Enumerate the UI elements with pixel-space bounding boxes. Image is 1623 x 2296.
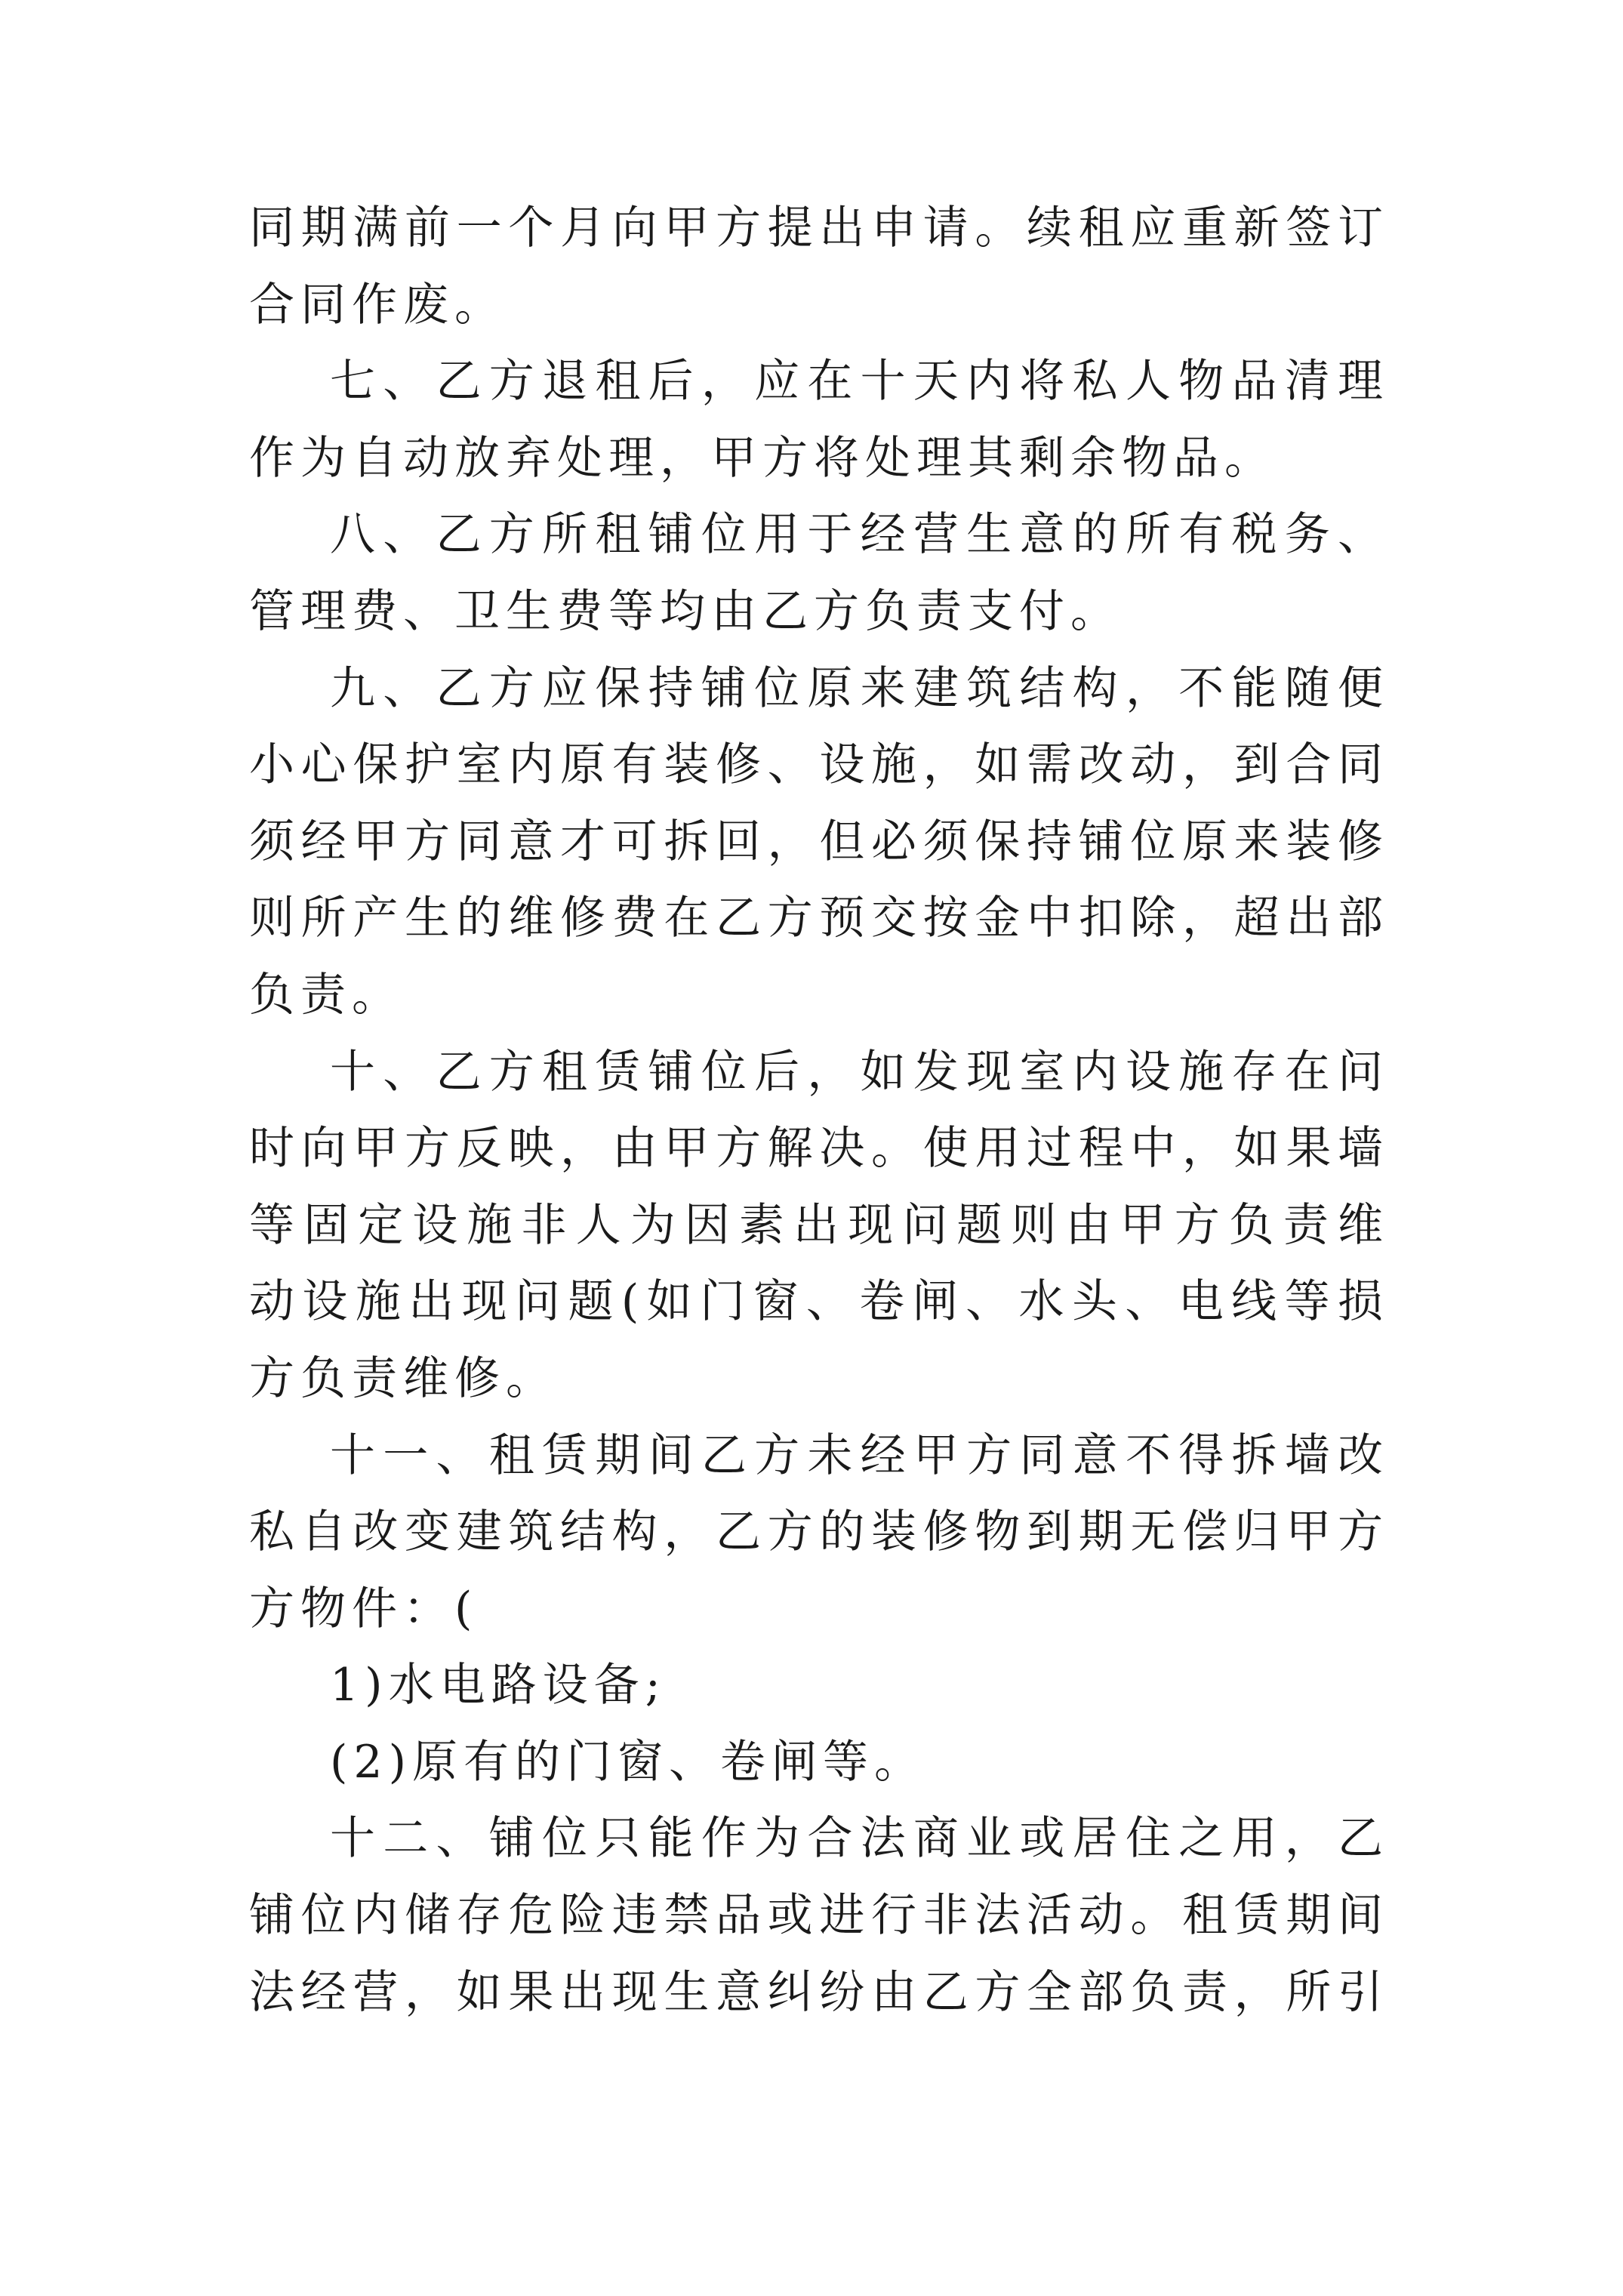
text-line: 则所产生的维修费在乙方预交按金中扣除，超出部 [249, 892, 1389, 945]
text-line: 动设施出现问题(如门窗、卷闸、水头、电线等损 [249, 1275, 1389, 1329]
text-line: 负责。 [249, 968, 403, 1022]
text-line: 九、乙方应保持铺位原来建筑结构，不能随便 [330, 661, 1389, 715]
text-line: 十、乙方租赁铺位后，如发现室内设施存在问 [330, 1045, 1389, 1099]
text-line: 法经营，如果出现生意纠纷由乙方全部负责，所引 [249, 1965, 1389, 2019]
text-line: 七、乙方退租后，应在十天内将私人物品清理 [330, 355, 1389, 408]
text-line: 铺位内储存危险违禁品或进行非法活动。租赁期间 [249, 1889, 1389, 1943]
text-line: 私自改变建筑结构，乙方的装修物到期无偿归甲方 [249, 1505, 1389, 1559]
text-line: 小心保护室内原有装修、设施，如需改动，到合同 [249, 738, 1389, 792]
text-line: 同期满前一个月向甲方提出申请。续租应重新签订 [249, 202, 1389, 254]
text-line: 管理费、卫生费等均由乙方负责支付。 [249, 584, 1122, 638]
text-line: 方物件：( [249, 1582, 479, 1635]
text-line: 等固定设施非人为因素出现问题则由甲方负责维 [249, 1198, 1389, 1252]
text-line: 十一、租赁期间乙方未经甲方同意不得拆墙改 [330, 1428, 1389, 1482]
text-line: 1)水电路设备; [330, 1659, 667, 1712]
text-line: 方负责维修。 [249, 1351, 557, 1405]
text-line: 须经甲方同意才可拆回，但必须保持铺位原来装修 [249, 815, 1389, 868]
text-line: 作为自动放弃处理，甲方将处理其剩余物品。 [249, 431, 1276, 485]
document-body [249, 190, 1389, 2031]
text-line: 十二、铺位只能作为合法商业或居住之用，乙 [330, 1812, 1389, 1866]
text-line: 合同作废。 [249, 278, 506, 331]
text-line: (2)原有的门窗、卷闸等。 [330, 1735, 925, 1789]
text-line: 八、乙方所租铺位用于经营生意的所有税务、 [330, 508, 1389, 562]
text-line: 时向甲方反映，由甲方解决。使用过程中，如果墙 [249, 1122, 1389, 1176]
